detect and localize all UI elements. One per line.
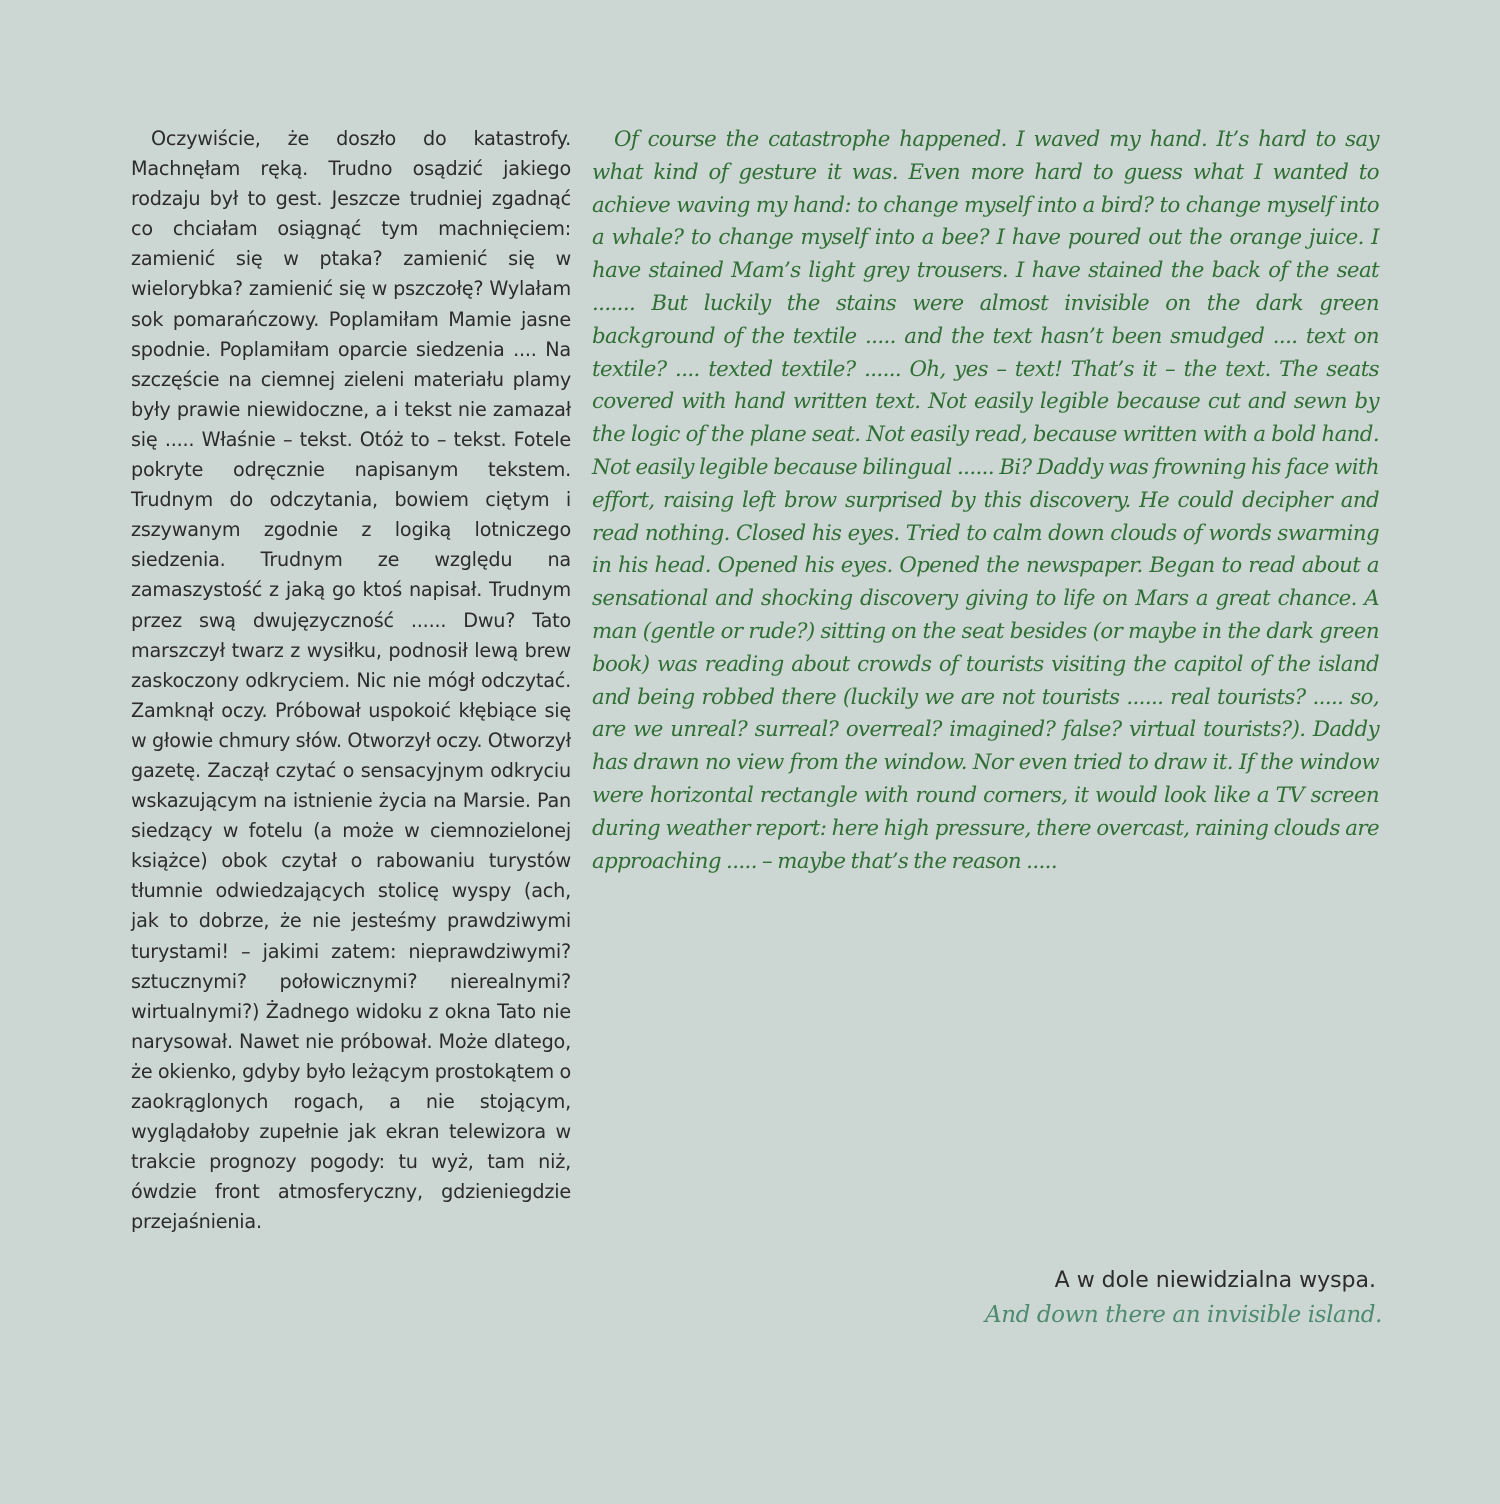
caption-english: And down there an invisible island. [984, 1302, 1382, 1328]
polish-text-column: Oczywiście, że doszło do katastrofy. Machnęłam ręką. Trudno osądzić jakiego rodzaju był to gest. Jeszcze trudniej zgadnąć co chciałam osiągnąć tym machnięciem: zamienić się w ptaka? zamienić się w wielorybka? zamienić się w pszczołę? Wylałam sok pomarańczowy. Poplamiłam Mamie jasne spodnie. Poplamiłam oparcie siedzenia .... Na szczęście na ciemnej zieleni materiału plamy były prawie niewidoczne, a i tekst nie zamazał się ..... Właśnie – tekst. Otóż to – tekst. Fotele pokryte odręcznie napisanym tekstem. Trudnym do odczytania, bowiem ciętym i zszywanym zgodnie z logiką lotniczego siedzenia. Trudnym ze względu na zamaszystość z jaką go ktoś napisał. Trudnym przez swą dwujęzyczność ...... Dwu? Tato marszczył twarz z wysiłku, podnosił lewą brew zaskoczony odkryciem. Nic nie mógł odczytać. Zamknął oczy. Próbował uspokoić kłębiące się w głowie chmury słów. Otworzył oczy. Otworzył gazetę. Zaczął czytać o sensacyjnym odkryciu wskazującym na istnienie życia na Marsie. Pan siedzący w fotelu (a może w ciemnozielonej książce) obok czytał o rabowaniu turystów tłumnie odwiedzających stolicę wyspy (ach, jak to dobrze, że nie jesteśmy prawdziwymi turystami! – jakimi zatem: nieprawdziwymi? sztucznymi? połowicznymi? nierealnymi? wirtualnymi?) Żadnego widoku z okna Tato nie narysował. Nawet nie próbował. Może dlatego, że okienko, gdyby było leżącym prostokątem o zaokrąglonych rogach, a nie stojącym, wyglądałoby zupełnie jak ekran telewizora w trakcie prognozy pogody: tu wyż, tam niż, ówdzie front atmosferyczny, gdzieniegdzie przejaśnienia. [131, 127, 571, 1234]
illustration-caption [985, 1264, 1382, 1332]
english-text-column: Of course the catastrophe happened. I waved my hand. It’s hard to say what kind of gesture it was. Even more hard to guess what I wanted to achieve waving my hand: to change myself into a bird? to change myself into a whale? to change myself into a bee? I have poured out the orange juice. I have stained Mam’s light grey trousers. I have stained the back of the seat ....... But luckily the stains were almost invisible on the dark green background of the textile ..... and the text hasn’t been smudged .... text on textile? .... texted textile? ...... Oh, yes – text! That’s it – the text. The seats covered with hand written text. Not easily legible because cut and sewn by the logic of the plane seat. Not easily read, because written with a bold hand. Not easily legible because bilingual ...... Bi? Daddy was frowning his face with effort, raising left brow surprised by this discovery. He could decipher and read nothing. Closed his eyes. Tried to calm down clouds of words swarming in his head. Opened his eyes. Opened the newspaper. Began to read about a sensational and shocking discovery giving to life on Mars a great chance. A man (gentle or rude?) sitting on the seat besides (or maybe in the dark green book) was reading about crowds of tourists visiting the capitol of the island and being robbed there (luckily we are not tourists ...... real tourists? ..... so, are we unreal? surreal? overreal? imagined? false? virtual tourists?). Daddy has drawn no view from the window. Nor even tried to draw it. If the window were horizontal rectangle with round corners, it would look like a TV screen during weather report: here high pressure, there overcast, raining clouds are approaching ..... – maybe that’s the reason ..... [592, 127, 1379, 874]
caption-polish: A w dole niewidzialna wyspa. [1054, 1268, 1376, 1293]
